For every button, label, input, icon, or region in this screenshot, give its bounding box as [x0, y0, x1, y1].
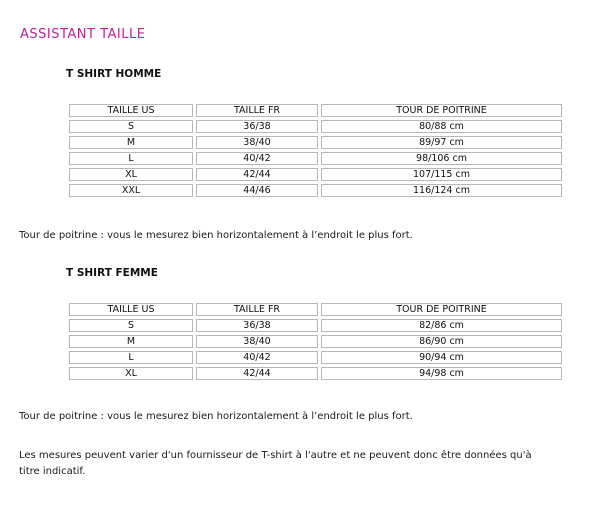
header-tour-de-poitrine: TOUR DE POITRINE	[321, 104, 562, 117]
cell-tour-de-poitrine: 86/90 cm	[321, 335, 562, 348]
cell-taille-us: M	[69, 335, 193, 348]
cell-tour-de-poitrine: 90/94 cm	[321, 351, 562, 364]
table-row	[69, 136, 562, 149]
cell-taille-us: L	[69, 152, 193, 165]
cell-taille-us: XXL	[69, 184, 193, 197]
size-table-femme	[66, 300, 565, 383]
header-taille-fr: TAILLE FR	[196, 104, 318, 117]
note-tour-de-poitrine-femme: Tour de poitrine : vous le mesurez bien horizontalement à l’endroit le plus fort.	[19, 411, 413, 422]
section-title-homme: T SHIRT HOMME	[66, 68, 162, 80]
size-table-homme	[66, 101, 565, 200]
table-row	[69, 335, 562, 348]
cell-tour-de-poitrine: 80/88 cm	[321, 120, 562, 133]
table-row	[69, 367, 562, 380]
cell-taille-us: XL	[69, 367, 193, 380]
cell-taille-fr: 38/40	[196, 335, 318, 348]
disclaimer-line-2: titre indicatif.	[19, 466, 86, 477]
cell-taille-fr: 36/38	[196, 120, 318, 133]
cell-taille-us: S	[69, 120, 193, 133]
cell-taille-fr: 40/42	[196, 351, 318, 364]
cell-taille-fr: 42/44	[196, 168, 318, 181]
note-tour-de-poitrine-homme: Tour de poitrine : vous le mesurez bien horizontalement à l’endroit le plus fort.	[19, 230, 413, 241]
table-row	[69, 351, 562, 364]
cell-taille-fr: 44/46	[196, 184, 318, 197]
cell-taille-fr: 40/42	[196, 152, 318, 165]
header-taille-us: TAILLE US	[69, 104, 193, 117]
table-row	[69, 319, 562, 332]
cell-taille-us: M	[69, 136, 193, 149]
cell-tour-de-poitrine: 89/97 cm	[321, 136, 562, 149]
disclaimer	[19, 448, 609, 480]
cell-taille-fr: 38/40	[196, 136, 318, 149]
cell-tour-de-poitrine: 98/106 cm	[321, 152, 562, 165]
header-taille-us: TAILLE US	[69, 303, 193, 316]
table-row	[69, 152, 562, 165]
section-title-femme: T SHIRT FEMME	[66, 267, 158, 279]
cell-tour-de-poitrine: 82/86 cm	[321, 319, 562, 332]
table-row	[69, 168, 562, 181]
header-tour-de-poitrine: TOUR DE POITRINE	[321, 303, 562, 316]
cell-taille-fr: 42/44	[196, 367, 318, 380]
table-header-row	[69, 303, 562, 316]
header-taille-fr: TAILLE FR	[196, 303, 318, 316]
cell-taille-us: XL	[69, 168, 193, 181]
cell-taille-fr: 36/38	[196, 319, 318, 332]
cell-taille-us: S	[69, 319, 193, 332]
cell-tour-de-poitrine: 94/98 cm	[321, 367, 562, 380]
table-row	[69, 120, 562, 133]
table-row	[69, 184, 562, 197]
table-header-row	[69, 104, 562, 117]
cell-tour-de-poitrine: 116/124 cm	[321, 184, 562, 197]
cell-tour-de-poitrine: 107/115 cm	[321, 168, 562, 181]
cell-taille-us: L	[69, 351, 193, 364]
disclaimer-line-1: Les mesures peuvent varier d'un fournisseur de T-shirt à l'autre et ne peuvent donc être données qu'à	[19, 450, 532, 461]
page-title: ASSISTANT TAILLE	[20, 27, 146, 42]
